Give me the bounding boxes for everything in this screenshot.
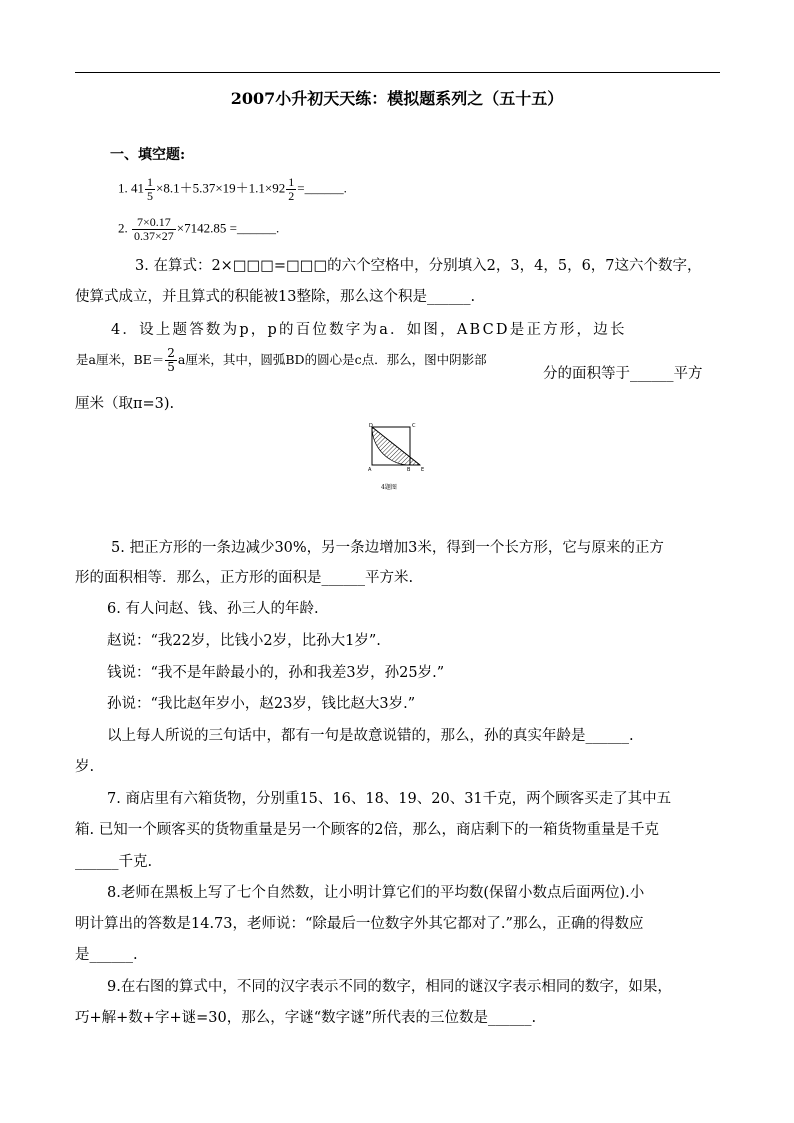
q5-line-2: 形的面积相等．那么，正方形的面积是______平方米. xyxy=(75,570,414,586)
q2-prefix: 2. xyxy=(118,220,128,236)
q7-line-1: 7. 商店里有六箱货物，分别重15、16、18、19、20、31千克，两个顾客买走了其中五 xyxy=(107,791,672,807)
q6-line-4: 孙说：“我比赵年岁小，赵23岁，钱比赵大3岁.” xyxy=(107,696,416,712)
label-d: D xyxy=(369,423,373,429)
header-rule xyxy=(75,72,720,73)
q4-line-3: 厘米（取π=3). xyxy=(75,396,175,412)
square-arc-figure xyxy=(362,422,432,478)
q4-numerator: 2 xyxy=(167,346,175,360)
q4-line-2a: 是a厘米，BE＝ xyxy=(76,352,165,367)
q6-line-5: 以上每人所说的三句话中，都有一句是故意说错的，那么，孙的真实年龄是______. xyxy=(107,728,634,744)
section-heading: 一、填空题: xyxy=(110,147,186,163)
q2-suffix: ×7142.85 =______. xyxy=(176,220,280,236)
q4-line-2b: a厘米，其中，圆弧BD的圆心是c点．那么，图中阴影部 xyxy=(177,352,487,367)
q1-suffix: =______. xyxy=(297,180,347,196)
q1-fraction-1 xyxy=(145,176,155,203)
q1-fraction-2 xyxy=(286,176,296,203)
q1-f1-denominator: 5 xyxy=(147,189,153,203)
q9-line-2: 巧+解+数+字+谜=30，那么，字谜“数字谜”所代表的三位数是______. xyxy=(75,1010,537,1026)
q3-line-1: 3. 在算式：2×□□□=□□□的六个空格中，分别填入2，3，4，5，6，7这六个数字， xyxy=(135,258,702,274)
q1-prefix: 1. 41 xyxy=(118,180,144,196)
q4-line-2 xyxy=(76,347,487,374)
q4-line-1: 4．设上题答数为p，p的百位数字为a．如图，ABCD是正方形，边长 xyxy=(111,322,627,338)
q2-fraction xyxy=(132,216,176,243)
question-2 xyxy=(118,216,279,243)
q5-line-1: 5. 把正方形的一条边减少30%，另一条边增加3米，得到一个长方形，它与原来的正方 xyxy=(111,540,664,556)
q4-denominator: 5 xyxy=(167,360,175,374)
q1-f2-denominator: 2 xyxy=(288,189,295,203)
q1-middle: ×8.1＋5.37×19＋1.1×92 xyxy=(156,180,286,196)
label-a: A xyxy=(368,467,372,473)
q6-line-3: 钱说：“我不是年龄最小的，孙和我差3岁，孙25岁.” xyxy=(107,665,445,681)
q9-line-1: 9.在右图的算式中，不同的汉字表示不同的数字，相同的谜汉字表示相同的数字，如果， xyxy=(107,979,672,995)
q4-line-2c: 分的面积等于______平方 xyxy=(543,366,703,382)
q2-denominator: 0.37×27 xyxy=(134,229,174,243)
q6-line-2: 赵说：“我22岁，比钱小2岁，比孙大1岁”. xyxy=(107,633,381,649)
q4-fraction xyxy=(165,347,177,374)
q7-line-3: ______千克. xyxy=(75,854,153,870)
q7-line-2: 箱. 已知一个顾客买的货物重量是另一个顾客的2倍，那么，商店剩下的一箱货物重量是千克 xyxy=(75,822,659,838)
page-title: 2007小升初天天练：模拟题系列之（五十五） xyxy=(230,89,564,108)
q8-line-3: 是______. xyxy=(75,947,138,963)
q1-f2-numerator: 1 xyxy=(288,175,295,189)
q3-line-2: 使算式成立，并且算式的积能被13整除，那么这个积是______. xyxy=(75,289,476,305)
figure-caption: 4题图 xyxy=(381,484,397,491)
q1-f1-numerator: 1 xyxy=(147,175,153,189)
q2-numerator: 7×0.17 xyxy=(132,216,176,230)
q6-line-6: 岁. xyxy=(75,759,95,775)
question-1 xyxy=(118,176,347,203)
label-b: B xyxy=(407,467,411,473)
label-c: C xyxy=(412,423,416,429)
label-e: E xyxy=(421,467,425,473)
q8-line-1: 8.老师在黑板上写了七个自然数，让小明计算它们的平均数(保留小数点后面两位).小 xyxy=(107,885,645,901)
q8-line-2: 明计算出的答数是14.73，老师说：“除最后一位数字外其它都对了.”那么，正确的得数应 xyxy=(75,916,644,932)
q6-line-1: 6. 有人问赵、钱、孙三人的年龄. xyxy=(107,601,319,617)
